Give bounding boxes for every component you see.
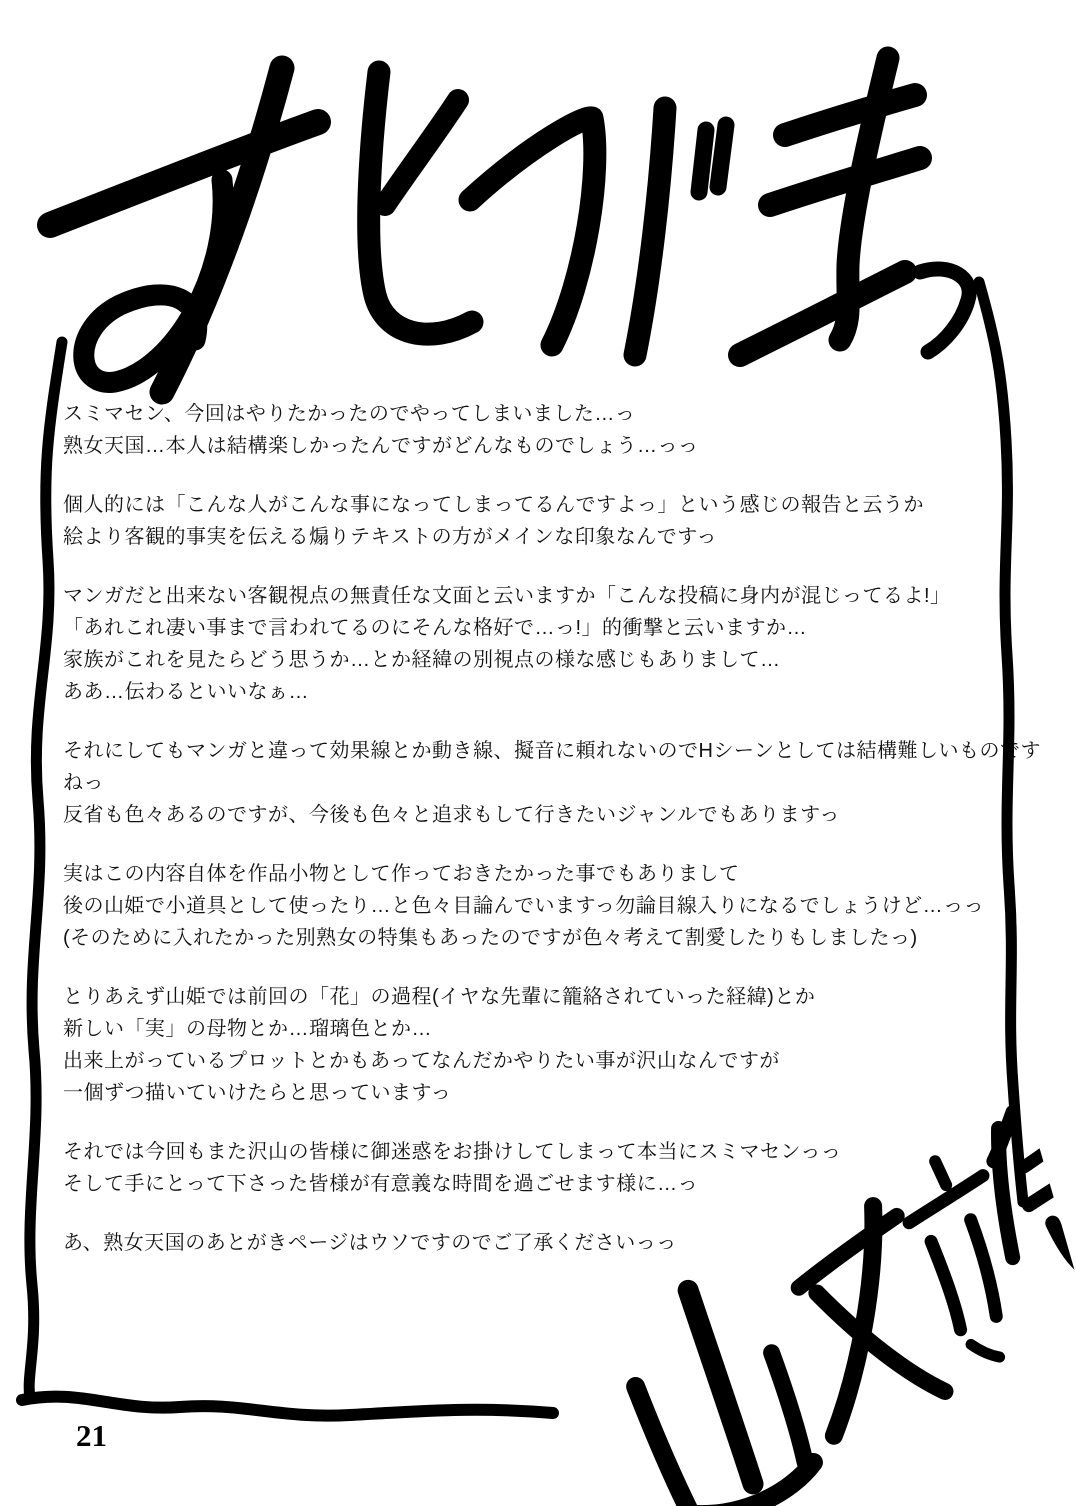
text-line: 一個ずつ描いていけたらと思っていますっ	[63, 1082, 452, 1104]
text-line: それにしてもマンガと違って効果線とか動き線、擬音に頼れないのでHシーンとしては結構難しいものです	[63, 740, 1042, 762]
text-line: ああ…伝わるといいなぁ…	[63, 681, 309, 703]
text-line: マンガだと出来ない客観視点の無責任な文面と云いますか「こんな投稿に身内が混じってるよ!」	[63, 585, 951, 607]
paragraph	[63, 735, 1042, 831]
paragraph	[63, 981, 1028, 1109]
border-left	[29, 342, 62, 1398]
text-line: そして手にとって下さった皆様が有意義な時間を過ごせます様に…っ	[63, 1173, 699, 1195]
text-line: それでは今回もまた沢山の皆様に御迷惑をお掛けしてしまって本当にスミマセンっっ	[63, 1141, 842, 1163]
text-line: スミマセン、今回はやりたかったのでやってしまいました…っ	[63, 403, 636, 425]
paragraph	[63, 489, 1028, 553]
text-line: 熟女天国…本人は結構楽しかったんですがどんなものでしょう…っっ	[63, 435, 699, 457]
text-line: とりあえず山姫では前回の「花」の過程(イヤな先輩に籠絡されていった経緯)とか	[63, 986, 816, 1008]
border-bottom	[22, 1397, 553, 1416]
text-line: 出来上がっているプロットとかもあってなんだかやりたい事が沢山なんですが	[63, 1050, 780, 1072]
page-number: 21	[76, 1418, 107, 1453]
paragraph	[63, 580, 1028, 708]
text-line: (そのために入れたかった別熟女の特集もあったのですが色々考えて割愛したりもしましたっ)	[63, 927, 918, 949]
text-line: 絵より客観的事実を伝える煽りテキストの方がメインな印象なんですっ	[63, 526, 717, 548]
paragraph	[63, 858, 1028, 954]
text-line: あ、熟女天国のあとがきページはウソですのでご了承くださいっっ	[63, 1232, 677, 1254]
title-calligraphy	[30, 25, 1020, 405]
text-line: 反省も色々あるのですが、今後も色々と追求もして行きたいジャンルでもありますっ	[63, 804, 840, 826]
text-line: 新しい「実」の母物とか…瑠璃色とか…	[63, 1018, 432, 1040]
text-line: 後の山姫で小道具として使ったり…と色々目論んでいますっ勿論目線入りになるでしょうけど…っっ	[63, 895, 985, 917]
paragraph	[63, 398, 1028, 462]
text-line: 実はこの内容自体を作品小物として作っておきたかった事でもありまして	[63, 863, 740, 885]
text-line: 家族がこれを見たらどう思うか…とか経緯の別視点の様な感じもありまして…	[63, 649, 781, 671]
text-line: 個人的には「こんな人がこんな事になってしまってるんですよっ」という感じの報告と云うか	[63, 494, 924, 516]
text-line: ねっ	[63, 772, 104, 794]
text-line: 「あれこれ凄い事まで言われてるのにそんな格好で…っ!」的衝撃と云いますか…	[63, 617, 808, 639]
